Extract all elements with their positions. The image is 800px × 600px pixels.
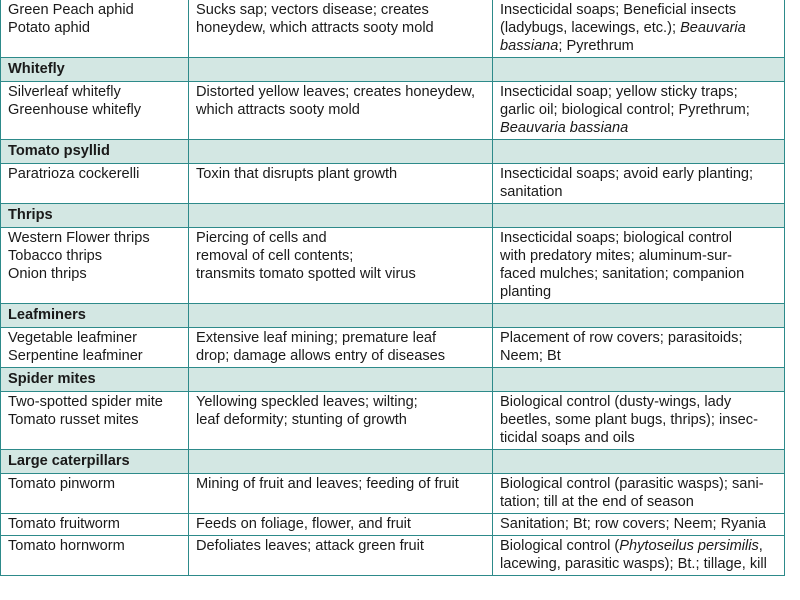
pest-name: Green Peach aphid <box>8 2 134 18</box>
group-header-row <box>1 304 785 328</box>
group-header-blank <box>189 58 493 82</box>
damage-line: which attracts sooty mold <box>196 102 360 118</box>
control-italic-text: bassiana <box>500 38 559 54</box>
pest-name: Western Flower thrips <box>8 230 150 246</box>
group-header-blank <box>493 140 785 164</box>
pest-name: Tomato fruitworm <box>8 516 120 532</box>
control-line: beetles, some plant bugs, thrips); insec- <box>500 412 758 428</box>
damage-cell <box>189 328 493 368</box>
damage-cell <box>189 514 493 536</box>
control-line: with predatory mites; aluminum-sur- <box>500 248 732 264</box>
group-header: Leafminers <box>1 304 189 328</box>
group-header-blank <box>493 450 785 474</box>
damage-cell <box>189 536 493 576</box>
group-header-blank <box>189 204 493 228</box>
group-header-row <box>1 140 785 164</box>
pest-names-cell <box>1 228 189 304</box>
damage-line: transmits tomato spotted wilt virus <box>196 266 416 282</box>
group-header-blank <box>493 368 785 392</box>
group-header: Tomato psyllid <box>1 140 189 164</box>
control-cell <box>493 82 785 140</box>
damage-line: Defoliates leaves; attack green fruit <box>196 538 424 554</box>
pest-name: Greenhouse whitefly <box>8 102 142 118</box>
group-header: Thrips <box>1 204 189 228</box>
pest-name: Tobacco thrips <box>8 248 103 264</box>
control-line <box>500 37 778 55</box>
control-cell <box>493 228 785 304</box>
control-line: Placement of row covers; parasitoids; <box>500 330 743 346</box>
pest-name: Potato aphid <box>8 20 90 36</box>
group-header-blank <box>189 368 493 392</box>
damage-cell <box>189 82 493 140</box>
damage-line: Yellowing speckled leaves; wilting; <box>196 394 418 410</box>
control-text: , <box>758 538 763 554</box>
table-row <box>1 82 785 140</box>
damage-line: Feeds on foliage, flower, and fruit <box>196 516 411 532</box>
control-cell <box>493 392 785 450</box>
control-cell <box>493 164 785 204</box>
group-header-blank <box>493 304 785 328</box>
control-cell <box>493 0 785 58</box>
damage-cell <box>189 228 493 304</box>
pest-names-cell <box>1 0 189 58</box>
pest-names-cell <box>1 328 189 368</box>
pest-names-cell <box>1 392 189 450</box>
control-line: planting <box>500 284 552 300</box>
control-line: Insecticidal soaps; biological control <box>500 230 733 246</box>
control-italic-text: Beauvaria <box>680 20 746 36</box>
pest-name: Tomato pinworm <box>8 476 116 492</box>
control-line: lacewing, parasitic wasps); Bt.; tillage, kill <box>500 556 767 572</box>
control-line: Neem; Bt <box>500 348 561 364</box>
damage-line: Sucks sap; vectors disease; creates <box>196 2 429 18</box>
group-header: Large caterpillars <box>1 450 189 474</box>
damage-line: Distorted yellow leaves; creates honeydew, <box>196 84 476 100</box>
control-line: Insecticidal soaps; Beneficial insects <box>500 2 737 18</box>
pest-name: Vegetable leafminer <box>8 330 137 346</box>
table-row <box>1 392 785 450</box>
group-header-blank <box>189 450 493 474</box>
pest-name: Silverleaf whitefly <box>8 84 121 100</box>
group-header-blank <box>189 140 493 164</box>
control-cell <box>493 474 785 514</box>
control-text: (ladybugs, lacewings, etc.); <box>500 20 681 36</box>
control-line: faced mulches; sanitation; companion <box>500 266 745 282</box>
group-header: Spider mites <box>1 368 189 392</box>
pest-name: Onion thrips <box>8 266 87 282</box>
table-row <box>1 228 785 304</box>
table-row <box>1 328 785 368</box>
control-line: sanitation <box>500 184 563 200</box>
control-cell <box>493 514 785 536</box>
control-line: garlic oil; biological control; Pyrethrum; <box>500 102 750 118</box>
pest-names-cell <box>1 536 189 576</box>
group-header-row <box>1 450 785 474</box>
damage-line: removal of cell contents; <box>196 248 354 264</box>
table-row <box>1 536 785 576</box>
control-text: ; Pyrethrum <box>558 38 634 54</box>
pest-names-cell <box>1 474 189 514</box>
control-line: Biological control (dusty-wings, lady <box>500 394 732 410</box>
group-header: Whitefly <box>1 58 189 82</box>
table-row <box>1 0 785 58</box>
group-header-blank <box>493 204 785 228</box>
pest-name: Two-spotted spider mite <box>8 394 163 410</box>
pest-name: Paratrioza cockerelli <box>8 166 140 182</box>
control-line: ticidal soaps and oils <box>500 430 635 446</box>
control-italic-text: Phytoseilus persimilis <box>619 538 759 554</box>
damage-cell <box>189 0 493 58</box>
pest-names-cell <box>1 164 189 204</box>
damage-line: Piercing of cells and <box>196 230 327 246</box>
damage-line: leaf deformity; stunting of growth <box>196 412 407 428</box>
control-cell <box>493 328 785 368</box>
damage-line: Toxin that disrupts plant growth <box>196 166 398 182</box>
table-row <box>1 474 785 514</box>
table-row <box>1 514 785 536</box>
damage-cell <box>189 164 493 204</box>
group-header-blank <box>189 304 493 328</box>
pest-names-cell <box>1 514 189 536</box>
control-line: tation; till at the end of season <box>500 494 694 510</box>
control-line: Insecticidal soap; yellow sticky traps; <box>500 84 738 100</box>
damage-cell <box>189 392 493 450</box>
damage-line: honeydew, which attracts sooty mold <box>196 20 434 36</box>
damage-cell <box>189 474 493 514</box>
group-header-row <box>1 368 785 392</box>
control-italic-text: Beauvaria bassiana <box>500 120 629 136</box>
control-text: Biological control ( <box>500 538 620 554</box>
damage-line: drop; damage allows entry of diseases <box>196 348 446 364</box>
pest-names-cell <box>1 82 189 140</box>
pest-name: Tomato russet mites <box>8 412 139 428</box>
control-line: Insecticidal soaps; avoid early planting; <box>500 166 754 182</box>
table-row <box>1 164 785 204</box>
pest-name: Tomato hornworm <box>8 538 125 554</box>
control-line: Sanitation; Bt; row covers; Neem; Ryania <box>500 516 767 532</box>
damage-line: Extensive leaf mining; premature leaf <box>196 330 437 346</box>
pest-name: Serpentine leafminer <box>8 348 143 364</box>
control-line <box>500 19 778 37</box>
group-header-row <box>1 58 785 82</box>
group-header-row <box>1 204 785 228</box>
control-line <box>500 537 778 555</box>
control-line: Biological control (parasitic wasps); sani- <box>500 476 764 492</box>
group-header-blank <box>493 58 785 82</box>
damage-line: Mining of fruit and leaves; feeding of fruit <box>196 476 459 492</box>
control-cell <box>493 536 785 576</box>
